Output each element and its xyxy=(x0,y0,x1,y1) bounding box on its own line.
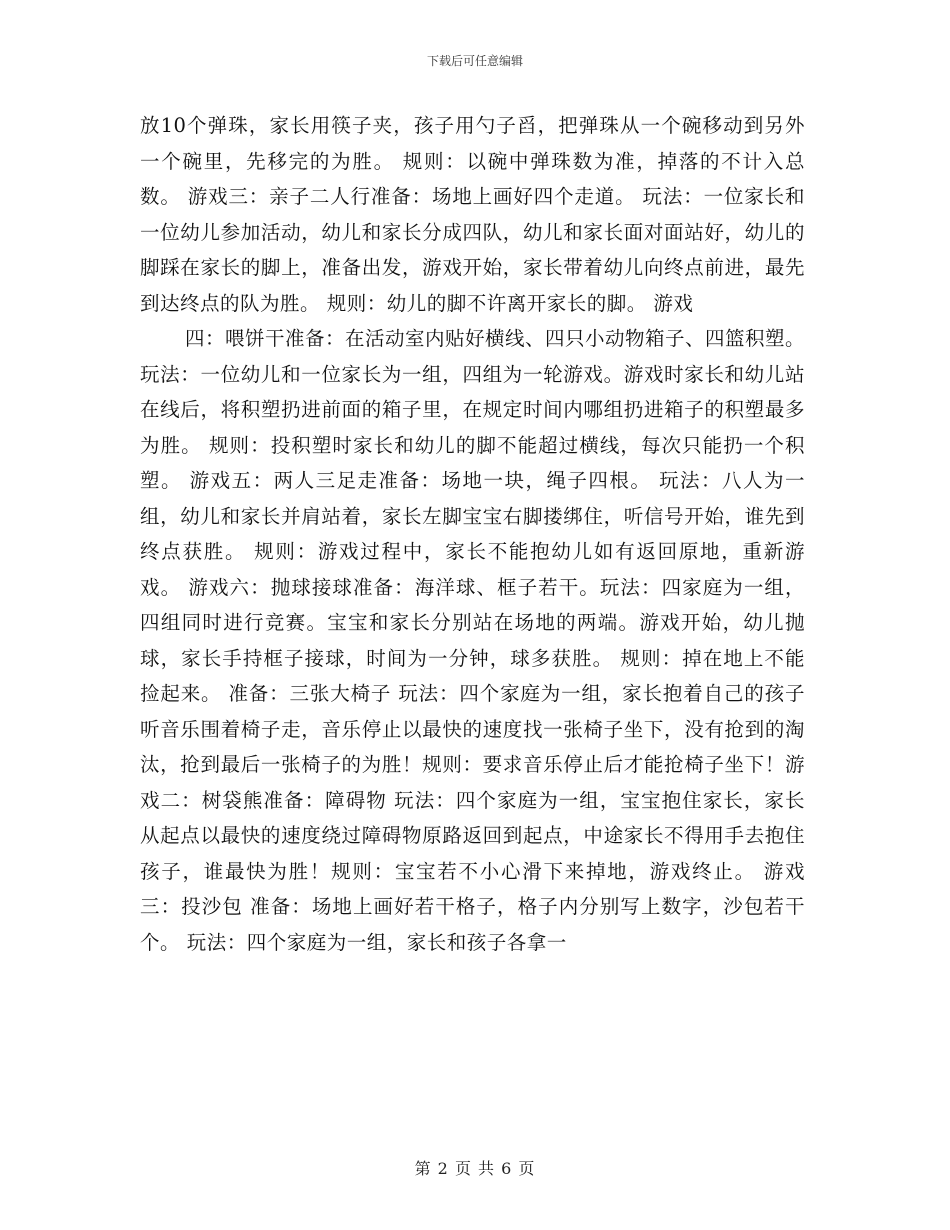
document-body xyxy=(140,108,805,960)
page-header: 下载后可任意编辑 xyxy=(426,54,523,68)
paragraph-1: 放10个弹珠，家长用筷子夹，孩子用勺子舀，把弹珠从一个碗移动到另外一个碗里，先移完的为胜。 规则：以碗中弹珠数为准，掉落的不计入总数。 游戏三：亲子二人行准备：场地上画好四个走道。 玩法：一位家长和一位幼儿参加活动，幼儿和家长分成四队，幼儿和家长面对面站好，幼儿的脚踩在家长的脚上，准备出发，游戏开始，家长带着幼儿向终点前进，最先到达终点的队为胜。 规则：幼儿的脚不许离开家长的脚。 游戏 xyxy=(140,114,805,315)
paragraph-2: 四：喂饼干准备：在活动室内贴好横线、四只小动物箱子、四篮积塑。 玩法：一位幼儿和一位家长为一组，四组为一轮游戏。游戏时家长和幼儿站在线后，将积塑扔进前面的箱子里，在规定时间内哪组扔进箱子的积塑最多为胜。 规则：投积塑时家长和幼儿的脚不能超过横线，每次只能扔一个积塑。 游戏五：两人三足走准备：场地一块，绳子四根。 玩法：八人为一组，幼儿和家长并肩站着，家长左脚宝宝右脚搂绑住，听信号开始，谁先到终点获胜。 规则：游戏过程中，家长不能抱幼儿如有返回原地，重新游戏。 游戏六：抛球接球准备：海洋球、框子若干。玩法：四家庭为一组，四组同时进行竞赛。宝宝和家长分别站在场地的两端。游戏开始，幼儿抛球，家长手持框子接球，时间为一分钟，球多获胜。 规则：掉在地上不能捡起来。 准备：三张大椅子 玩法：四个家庭为一组，家长抱着自己的孩子听音乐围着椅子走，音乐停止以最快的速度找一张椅子坐下，没有抢到的淘汰，抢到最后一张椅子的为胜！规则：要求音乐停止后才能抢椅子坐下！游戏二：树袋熊准备：障碍物 玩法：四个家庭为一组，宝宝抱住家长，家长从起点以最快的速度绕过障碍物原路返回到起点，中途家长不得用手去抱住孩子，谁最快为胜！规则：宝宝若不小心滑下来掉地，游戏终止。 游戏三：投沙包 准备：场地上画好若干格子，格子内分别写上数字，沙包若干个。 玩法：四个家庭为一组，家长和孩子各拿一 xyxy=(140,327,806,954)
page-number: 第 2 页 共 6 页 xyxy=(414,1159,536,1178)
